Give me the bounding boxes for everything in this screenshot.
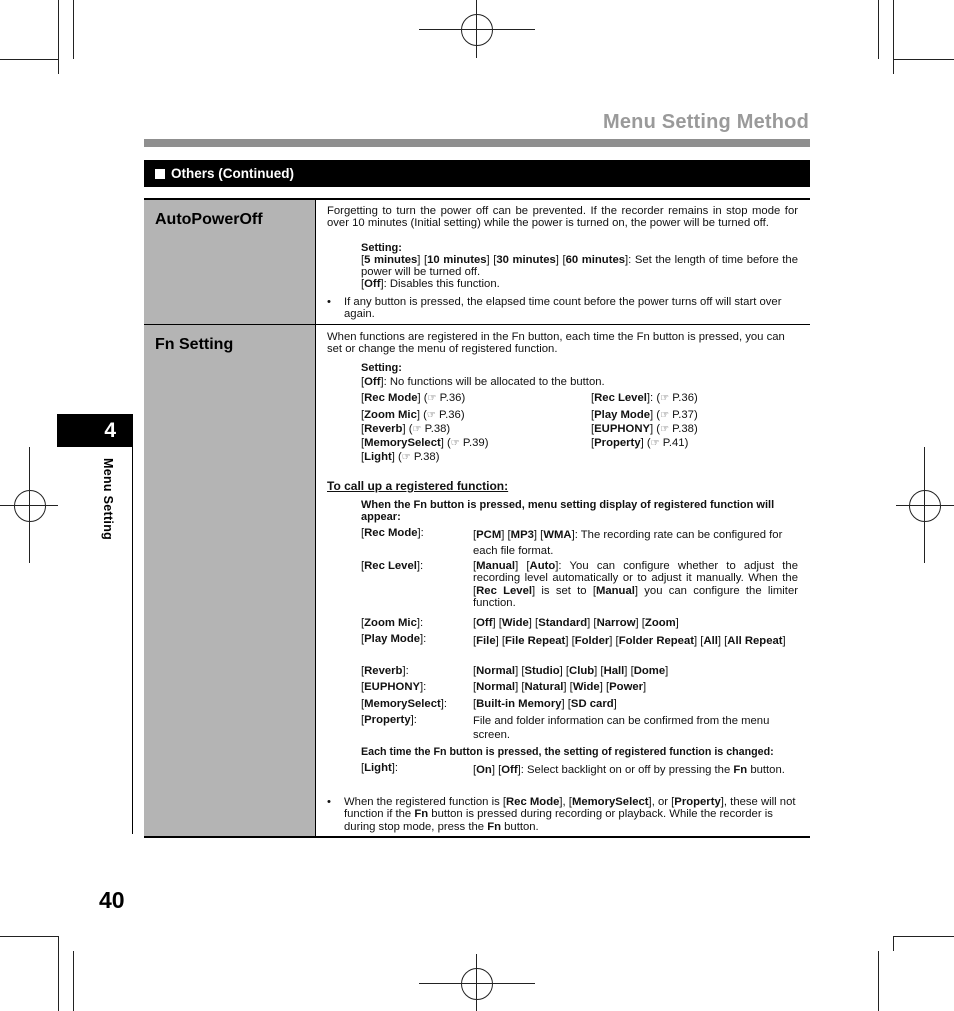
fn-off-option: [Off]: No functions will be allocated to the button.	[361, 376, 605, 388]
tbl-property-value: File and folder information can be confirmed from the menu screen.	[473, 715, 770, 741]
tbl-light-label: [Light]:	[361, 762, 399, 774]
page-title: Menu Setting Method	[603, 111, 809, 133]
autopoweroff-options: [5 minutes] [10 minutes] [30 minutes] [60 minutes]: Set the length of time before the power will be turned off.	[361, 254, 799, 279]
fn-title: Fn Setting	[155, 336, 234, 353]
fn-note: When the registered function is [Rec Mode], [MemorySelect], or [Property], these will not function if the Fn button is pressed during recording or playback. While the recorder is during stop mode, press the Fn button.	[344, 796, 796, 833]
tbl-zoom-mic-value: [Off] [Wide] [Standard] [Narrow] [Zoom]	[473, 617, 679, 629]
tbl-zoom-mic-label: [Zoom Mic]:	[361, 617, 424, 629]
page-number: 40	[99, 887, 125, 913]
ref-light: [Light] (☞ P.38)	[361, 451, 440, 463]
chapter-rule	[132, 414, 133, 834]
section-header	[144, 160, 810, 187]
column-divider	[315, 200, 316, 836]
tbl-rec-mode-value: [PCM] [MP3] [WMA]: The recording rate can be configured for each file format.	[473, 529, 783, 557]
square-bullet-icon	[155, 169, 165, 179]
tbl-reverb-value: [Normal] [Studio] [Club] [Hall] [Dome]	[473, 665, 669, 677]
section-title: Others (Continued)	[171, 166, 294, 181]
tbl-memory-value: [Built-in Memory] [SD card]	[473, 698, 617, 710]
tbl-play-mode-label: [Play Mode]:	[361, 633, 427, 645]
call-up-subheading: When the Fn button is pressed, menu setting display of registered function will appear:	[361, 499, 775, 524]
tbl-play-mode-value: [File] [File Repeat] [Folder] [Folder Repeat] [All] [All Repeat]	[473, 635, 786, 647]
ref-zoom-mic: [Zoom Mic] (☞ P.36)	[361, 409, 465, 421]
fn-intro: When functions are registered in the Fn button, each time the Fn button is pressed, you can set or change the menu of registered function.	[327, 331, 785, 356]
chapter-number: 4	[104, 419, 116, 442]
call-up-heading: To call up a registered function:	[327, 479, 509, 493]
chapter-tab	[57, 414, 132, 447]
bullet: •	[327, 296, 331, 308]
tbl-memory-label: [MemorySelect]:	[361, 698, 448, 710]
chapter-label: Menu Setting	[101, 458, 115, 541]
tbl-euphony-label: [EUPHONY]:	[361, 681, 427, 693]
autopoweroff-setting-label: Setting:	[361, 242, 402, 254]
ref-property: [Property] (☞ P.41)	[591, 437, 689, 449]
tbl-reverb-label: [Reverb]:	[361, 665, 409, 677]
change-subheading: Each time the Fn button is pressed, the setting of registered function is changed:	[361, 746, 774, 758]
ref-euphony: [EUPHONY] (☞ P.38)	[591, 423, 698, 435]
bullet: •	[327, 796, 331, 808]
autopoweroff-note: If any button is pressed, the elapsed time count before the power turns off will start over again.	[344, 296, 782, 321]
tbl-rec-mode-label: [Rec Mode]:	[361, 527, 424, 539]
tbl-rec-level-value: [Manual] [Auto]: You can configure whether to adjust the recording level automatically or to adjust it manually. When the [Rec Level] is set to [Manual] you can configure the limiter function.	[473, 560, 798, 610]
tbl-light-value: [On] [Off]: Select backlight on or off by pressing the Fn button.	[473, 764, 785, 776]
ref-rec-level: [Rec Level]: (☞ P.36)	[591, 392, 698, 404]
tbl-property-label: [Property]:	[361, 714, 417, 726]
title-rule	[144, 139, 810, 147]
fn-label-cell	[144, 325, 315, 836]
autopoweroff-title: AutoPowerOff	[155, 211, 263, 228]
tbl-rec-level-label: [Rec Level]:	[361, 560, 424, 572]
autopoweroff-intro: Forgetting to turn the power off can be prevented. If the recorder remains in stop mode for over 10 minutes (Initial setting) while the power is turned on, the power will be turned off.	[327, 205, 798, 230]
table-bottom-rule	[144, 836, 810, 838]
ref-memory-select: [MemorySelect] (☞ P.39)	[361, 437, 489, 449]
tbl-euphony-value: [Normal] [Natural] [Wide] [Power]	[473, 681, 647, 693]
ref-rec-mode: [Rec Mode] (☞ P.36)	[361, 392, 466, 404]
fn-setting-label: Setting:	[361, 362, 402, 374]
autopoweroff-off-option: [Off]: Disables this function.	[361, 278, 500, 290]
ref-reverb: [Reverb] (☞ P.38)	[361, 423, 451, 435]
ref-play-mode: [Play Mode] (☞ P.37)	[591, 409, 698, 421]
